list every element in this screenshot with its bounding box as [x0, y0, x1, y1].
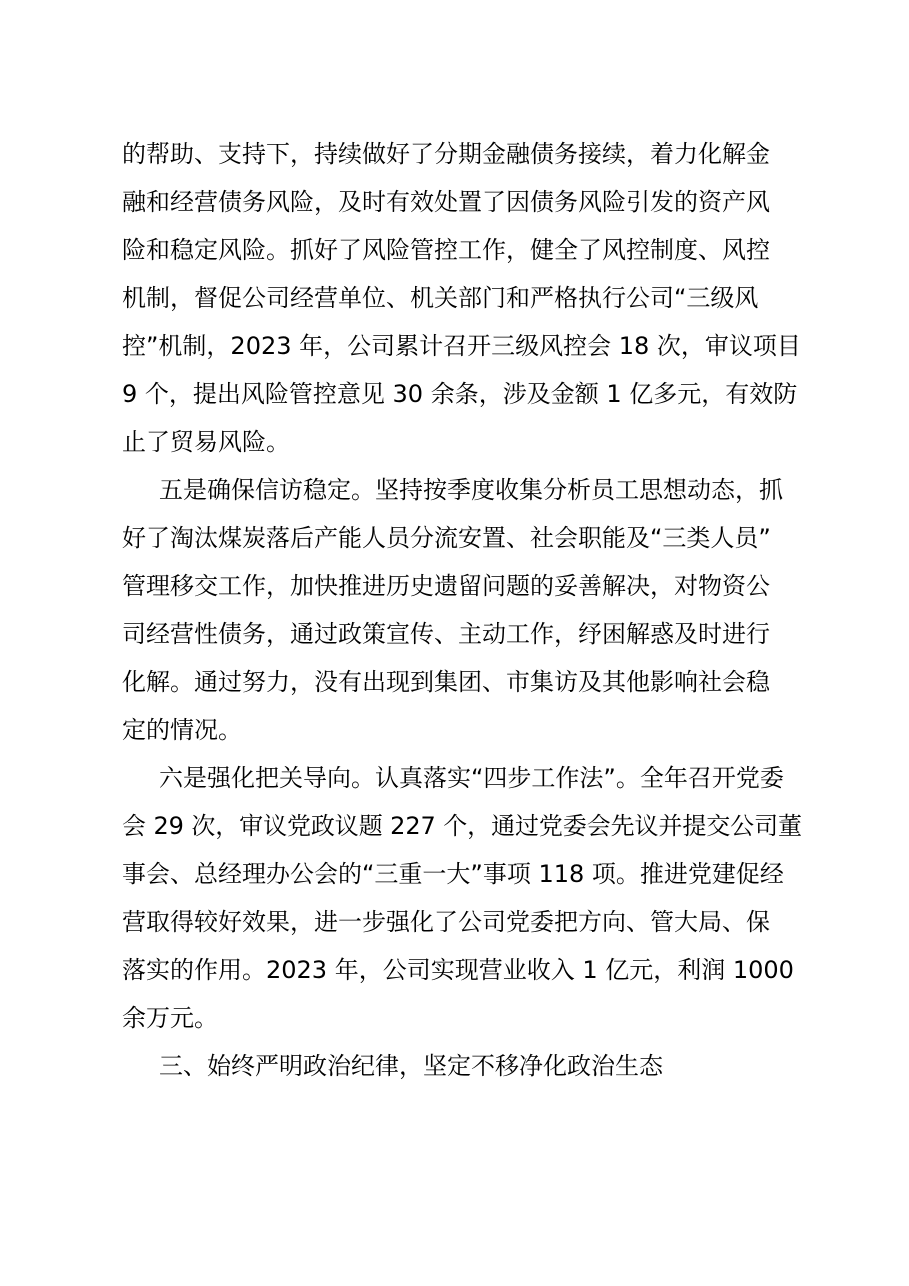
- text-line: 落实的作用。2023 年，公司实现营业收入 1 亿元，利润 1000: [122, 956, 794, 984]
- text-line: 事会、总经理办公会的“三重一大”事项 118 项。推进党建促经: [122, 860, 784, 888]
- text-line: 9 个，提出风险管控意见 30 余条，涉及金额 1 亿多元，有效防: [122, 380, 798, 408]
- text-line: 会 29 次，审议党政议题 227 个，通过党委会先议并提交公司董: [122, 812, 802, 840]
- document-body: [122, 130, 802, 1090]
- text-line: 机制，督促公司经营单位、机关部门和严格执行公司“三级风: [122, 284, 759, 312]
- text-line: 司经营性债务，通过政策宣传、主动工作，纾困解惑及时进行: [122, 620, 770, 648]
- text-line: 管理移交工作，加快推进历史遗留问题的妥善解决，对物资公: [122, 572, 770, 600]
- paragraph-guidance: [122, 754, 802, 1042]
- text-line: 控”机制，2023 年，公司累计召开三级风控会 18 次，审议项目: [122, 332, 801, 360]
- text-line: 定的情况。: [122, 716, 242, 744]
- text-line: 的帮助、支持下，持续做好了分期金融债务接续，着力化解金: [122, 140, 770, 168]
- text-line: 险和稳定风险。抓好了风险管控工作，健全了风控制度、风控: [122, 236, 770, 264]
- text-line: 化解。通过努力，没有出现到集团、市集访及其他影响社会稳: [122, 668, 770, 696]
- text-line: 余万元。: [122, 1004, 218, 1032]
- section-heading: [122, 1042, 802, 1090]
- section-heading-text: 三、始终严明政治纪律，坚定不移净化政治生态: [159, 1052, 663, 1080]
- text-line: 好了淘汰煤炭落后产能人员分流安置、社会职能及“三类人员”: [122, 524, 771, 552]
- paragraph-risk-control: [122, 130, 802, 466]
- paragraph-petition-stability: [122, 466, 802, 754]
- text-line: 五是确保信访稳定。坚持按季度收集分析员工思想动态，抓: [159, 476, 783, 504]
- text-line: 融和经营债务风险，及时有效处置了因债务风险引发的资产风: [122, 188, 770, 216]
- text-line: 六是强化把关导向。认真落实“四步工作法”。全年召开党委: [159, 764, 784, 792]
- text-line: 营取得较好效果，进一步强化了公司党委把方向、管大局、保: [122, 908, 770, 936]
- text-line: 止了贸易风险。: [122, 428, 290, 456]
